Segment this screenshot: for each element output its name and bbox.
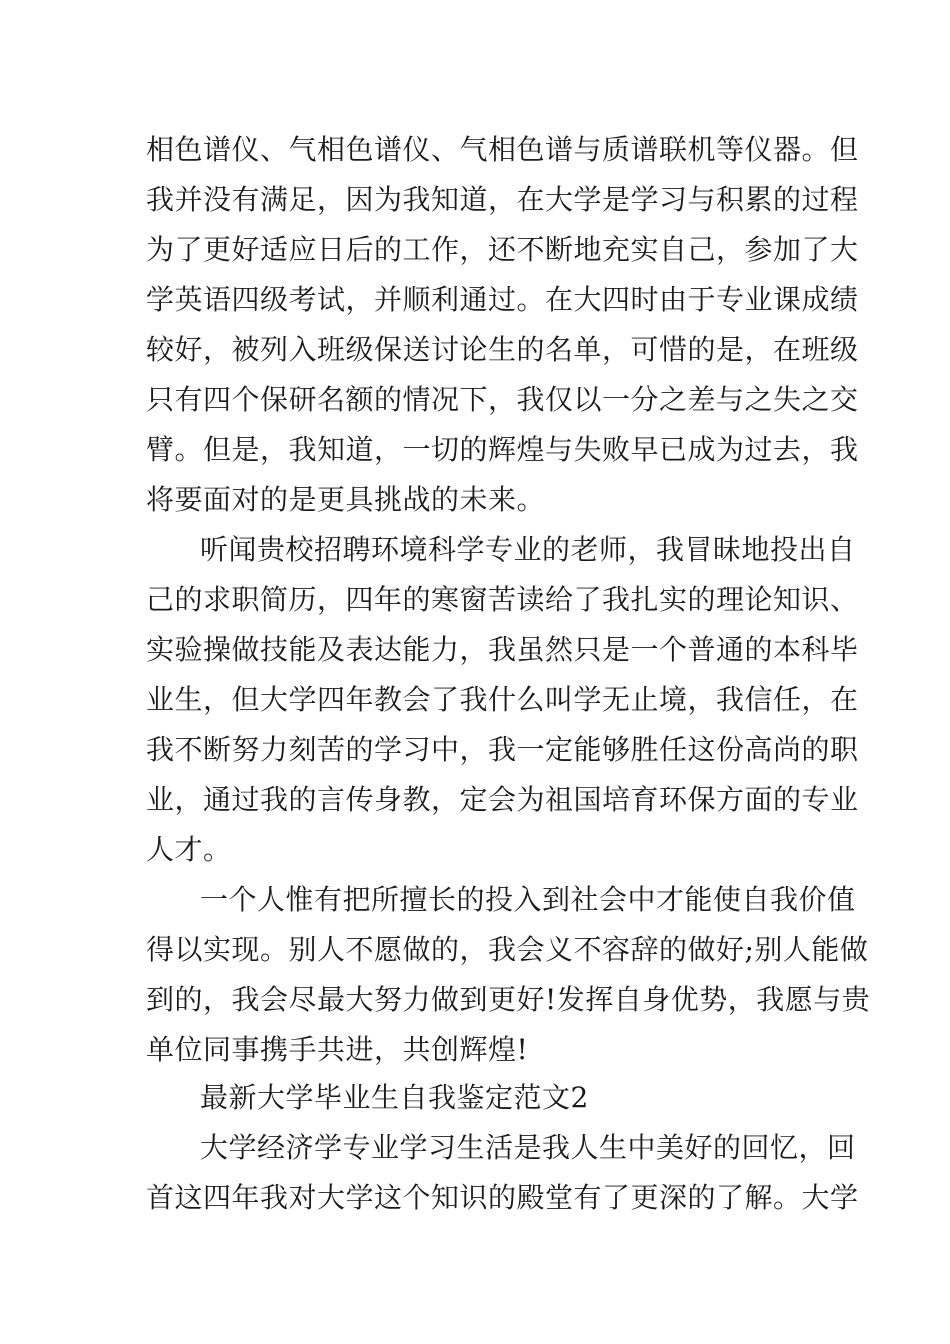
text-line: 得以实现。别人不愿做的，我会义不容辞的做好;别人能做 bbox=[146, 933, 869, 966]
text-line: 我并没有满足，因为我知道，在大学是学习与积累的过程 bbox=[146, 183, 859, 216]
text-line: 业生，但大学四年教会了我什么叫学无止境，我信任，在 bbox=[146, 683, 859, 716]
paragraph-start: 听闻贵校招聘环境科学专业的老师，我冒昧地投出自 bbox=[200, 533, 856, 566]
text-line: 业，通过我的言传身教，定会为祖国培育环保方面的专业 bbox=[146, 783, 859, 816]
text-line: 实验操做技能及表达能力，我虽然只是一个普通的本科毕 bbox=[146, 633, 859, 666]
text-line: 只有四个保研名额的情况下，我仅以一分之差与之失之交 bbox=[146, 383, 859, 416]
text-line: 人才。 bbox=[146, 833, 232, 866]
text-line: 首这四年我对大学这个知识的殿堂有了更深的了解。大学 bbox=[146, 1181, 859, 1214]
text-line: 己的求职简历，四年的寒窗苦读给了我扎实的理论知识、 bbox=[146, 583, 859, 616]
text-line: 臂。但是，我知道，一切的辉煌与失败早已成为过去，我 bbox=[146, 433, 859, 466]
text-line: 为了更好适应日后的工作，还不断地充实自己，参加了大 bbox=[146, 233, 859, 266]
paragraph-start: 一个人惟有把所擅长的投入到社会中才能使自我价值 bbox=[200, 883, 856, 916]
text-line: 单位同事携手共进，共创辉煌! bbox=[146, 1033, 529, 1066]
paragraph-start: 大学经济学专业学习生活是我人生中美好的回忆，回 bbox=[200, 1131, 856, 1164]
text-line: 我不断努力刻苦的学习中，我一定能够胜任这份高尚的职 bbox=[146, 733, 859, 766]
text-line: 将要面对的是更具挑战的未来。 bbox=[146, 483, 546, 516]
text-line: 较好，被列入班级保送讨论生的名单，可惜的是，在班级 bbox=[146, 333, 859, 366]
text-line: 学英语四级考试，并顺利通过。在大四时由于专业课成绩 bbox=[146, 283, 859, 316]
text-line: 相色谱仪、气相色谱仪、气相色谱与质谱联机等仪器。但 bbox=[146, 133, 859, 166]
text-line: 到的，我会尽最大努力做到更好!发挥自身优势，我愿与贵 bbox=[146, 983, 871, 1016]
section-heading: 最新大学毕业生自我鉴定范文2 bbox=[200, 1081, 589, 1114]
